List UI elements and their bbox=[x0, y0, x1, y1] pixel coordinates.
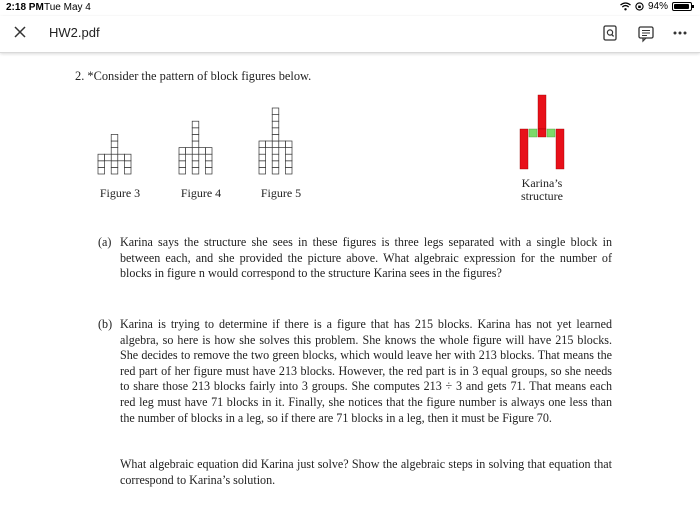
status-date: Tue May 4 bbox=[44, 2, 91, 13]
figure-block bbox=[124, 167, 131, 174]
figure-block bbox=[111, 141, 118, 148]
karina-caption-line2: structure bbox=[521, 189, 563, 203]
battery-icon bbox=[672, 2, 692, 11]
figure-block bbox=[205, 148, 212, 155]
karina-middle-leg bbox=[538, 95, 546, 129]
part-b-question: What algebraic equation did Karina just solve? Show the algebraic steps in solving that equation that correspond to Karina’s solution. bbox=[120, 457, 612, 487]
figure-block bbox=[98, 154, 105, 161]
karina-left-leg bbox=[520, 129, 528, 169]
figure-block bbox=[205, 154, 212, 161]
figure-block bbox=[199, 148, 206, 155]
more-options-icon[interactable] bbox=[670, 23, 690, 43]
figure-block bbox=[285, 167, 292, 174]
figure-block bbox=[179, 161, 186, 168]
figure-block bbox=[118, 154, 125, 161]
figure-block bbox=[272, 128, 279, 135]
part-a-text: Karina says the structure she sees in these figures is three legs separated with a single block in between each, and she provided the picture above. What algebraic expression for the number of blocks in figure n would correspond to the structure Karina sees in the figures? bbox=[120, 235, 612, 281]
figure-block bbox=[111, 161, 118, 168]
figure-block bbox=[285, 161, 292, 168]
figure-block bbox=[192, 161, 199, 168]
status-bar bbox=[0, 0, 700, 16]
figure-block bbox=[259, 161, 266, 168]
figure-block bbox=[259, 167, 266, 174]
part-b-label: (b) bbox=[98, 317, 113, 331]
figure-block bbox=[272, 148, 279, 155]
orientation-lock-icon bbox=[635, 2, 644, 11]
figure-4-blocks bbox=[179, 121, 212, 174]
figure-3-caption: Figure 3 bbox=[99, 186, 141, 200]
document-title: HW2.pdf bbox=[49, 25, 100, 40]
figure-block bbox=[111, 148, 118, 155]
figure-block bbox=[98, 161, 105, 168]
wifi-icon bbox=[620, 2, 631, 11]
figure-block bbox=[279, 141, 286, 148]
figure-block bbox=[98, 167, 105, 174]
figure-block bbox=[285, 141, 292, 148]
figure-block bbox=[285, 148, 292, 155]
figure-block bbox=[272, 167, 279, 174]
karina-green-block-left bbox=[529, 129, 537, 137]
figure-block bbox=[205, 167, 212, 174]
karina-green-block-right bbox=[547, 129, 555, 137]
figure-block bbox=[272, 134, 279, 141]
figure-block bbox=[111, 167, 118, 174]
figure-block bbox=[192, 141, 199, 148]
figure-block bbox=[192, 167, 199, 174]
figure-block bbox=[205, 161, 212, 168]
figure-block bbox=[124, 154, 131, 161]
figure-block bbox=[272, 154, 279, 161]
part-a-label: (a) bbox=[98, 235, 112, 249]
document-nav-bar bbox=[0, 16, 700, 53]
figure-block bbox=[124, 161, 131, 168]
figure-block bbox=[272, 161, 279, 168]
status-indicators bbox=[620, 1, 692, 12]
figure-block bbox=[192, 148, 199, 155]
question-heading: 2. *Consider the pattern of block figures below. bbox=[75, 69, 312, 83]
karina-caption-line1: Karina’s bbox=[521, 176, 563, 190]
karina-middle-leg-lower bbox=[538, 129, 546, 137]
figure-block bbox=[259, 141, 266, 148]
figure-block bbox=[272, 115, 279, 122]
figure-block bbox=[179, 154, 186, 161]
figure-5-caption: Figure 5 bbox=[260, 186, 302, 200]
figure-block bbox=[186, 148, 193, 155]
figure-block bbox=[266, 141, 273, 148]
figure-block bbox=[259, 148, 266, 155]
search-document-icon[interactable] bbox=[600, 23, 620, 43]
karina-right-leg bbox=[556, 129, 564, 169]
status-time: 2:18 PM bbox=[6, 2, 44, 13]
pdf-page bbox=[0, 53, 700, 525]
figure-block bbox=[272, 141, 279, 148]
figure-block bbox=[285, 154, 292, 161]
figure-block bbox=[179, 167, 186, 174]
figure-block bbox=[272, 121, 279, 128]
figure-5-blocks bbox=[259, 108, 292, 174]
karina-structure-diagram bbox=[515, 93, 571, 173]
annotations-icon[interactable] bbox=[636, 23, 656, 43]
karina-caption bbox=[506, 177, 578, 203]
figure-block bbox=[259, 154, 266, 161]
figure-block bbox=[179, 148, 186, 155]
figure-block bbox=[272, 108, 279, 115]
part-b-text: Karina is trying to determine if there is a figure that has 215 blocks. Karina has not yet learned algebra, so here is how she solves this problem. She knows the whole figure will have 215 blocks. She decides to remove the two green blocks, which would leave her with 213 blocks. That means the red part of her figure must have 213 blocks. However, the red part is in 3 equal groups, so she needs to share those 213 blocks fairly into 3 groups. She computes 213 ÷ 3 and gets 71. That means each red leg must have 71 blocks in it. Finally, she notices that the figure number is always one less than the number of blocks in a leg, so if there are 71 blocks in a leg, then it must be Figure 70. bbox=[120, 317, 612, 425]
figure-4-caption: Figure 4 bbox=[180, 186, 222, 200]
figure-block bbox=[111, 134, 118, 141]
figure-block bbox=[192, 121, 199, 128]
close-icon[interactable] bbox=[10, 22, 30, 42]
figure-3-blocks bbox=[98, 134, 131, 174]
figure-block bbox=[105, 154, 112, 161]
figure-block bbox=[192, 128, 199, 135]
figure-block bbox=[192, 154, 199, 161]
battery-percent: 94% bbox=[647, 1, 668, 12]
figure-block bbox=[192, 134, 199, 141]
figure-block bbox=[111, 154, 118, 161]
